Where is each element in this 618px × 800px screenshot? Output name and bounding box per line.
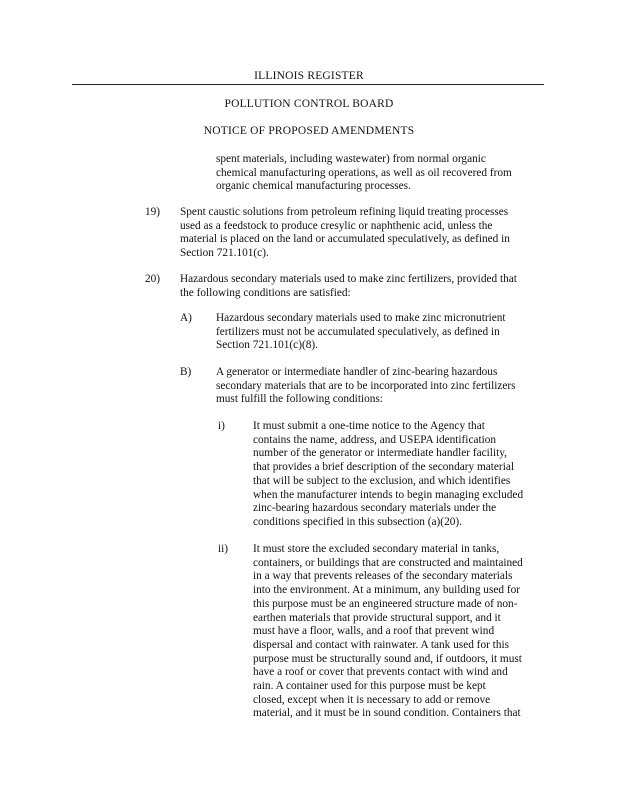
board-title: POLLUTION CONTROL BOARD (224, 98, 394, 110)
item-ii-paragraph (253, 543, 523, 721)
text-line: chemical manufacturing operations, as well as oil recovered from (216, 166, 512, 179)
item-20-number: 20) (145, 273, 161, 285)
text-line: contains the name, address, and USEPA identification (253, 433, 497, 446)
text-line: the following conditions are satisfied: (180, 286, 351, 299)
text-line: zinc-bearing hazardous secondary materials under the (253, 502, 497, 515)
text-line: purpose must be structurally sound and, if outdoors, it must (253, 652, 522, 665)
text-line: that will be subject to the exclusion, and which identifies (253, 474, 511, 487)
item-ii-number: ii) (218, 543, 229, 555)
text-line: spent materials, including wastewater) from normal organic (216, 153, 486, 165)
text-line: dispersal and contact with rainwater. A tank used for this (253, 638, 509, 651)
text-line: must fulfill the following conditions: (216, 393, 383, 406)
item-19-number: 19) (145, 206, 161, 218)
text-line: closed, except when it is necessary to add or remove (253, 693, 491, 706)
item-20-paragraph (180, 273, 517, 300)
text-line: in a way that prevents releases of the secondary materials (253, 570, 513, 583)
text-line: Spent caustic solutions from petroleum refining liquid treating processes (180, 206, 509, 218)
text-line: when the manufacturer intends to begin managing excluded (253, 488, 524, 501)
text-line: fertilizers must not be accumulated speculatively, as defined in (216, 325, 500, 338)
item-B-number: B) (180, 366, 192, 378)
text-line: conditions specified in this subsection (a)(20). (253, 515, 462, 528)
text-line: this purpose must be an engineered structure made of non- (253, 597, 518, 610)
item-i-number: i) (218, 420, 225, 432)
text-line: It must submit a one-time notice to the Agency that (253, 420, 485, 432)
register-title: ILLINOIS REGISTER (254, 70, 364, 82)
text-line: rain. A container used for this purpose must be kept (253, 680, 486, 693)
continuation-paragraph (216, 153, 512, 194)
text-line: Section 721.101(c)(8). (216, 339, 318, 352)
text-line: material, and it must be in sound condition. Containers that (253, 707, 521, 720)
text-line: must have a floor, walls, and a roof that prevent wind (253, 625, 495, 638)
item-B-paragraph (216, 366, 516, 407)
text-line: number of the generator or intermediate handler facility, (253, 447, 507, 460)
item-A-number: A) (180, 312, 192, 324)
text-line: Hazardous secondary materials used to make zinc fertilizers, provided that (180, 273, 517, 285)
text-line: earthen materials that provide structural support, and it (253, 611, 501, 624)
text-line: Hazardous secondary materials used to make zinc micronutrient (216, 312, 506, 324)
text-line: It must store the excluded secondary material in tanks, (253, 543, 500, 555)
text-line: that provides a brief description of the secondary material (253, 461, 514, 474)
text-line: used as a feedstock to produce cresylic or naphthenic acid, unless the (180, 219, 493, 232)
text-line: Section 721.101(c). (180, 247, 269, 260)
text-line: into the environment. At a minimum, any building used for (253, 584, 521, 597)
item-19-paragraph (180, 206, 510, 261)
item-A-paragraph (216, 312, 506, 353)
notice-title: NOTICE OF PROPOSED AMENDMENTS (203, 125, 415, 137)
text-line: organic chemical manufacturing processes. (216, 180, 411, 193)
item-i-paragraph (253, 420, 523, 530)
text-line: material is placed on the land or accumulated speculatively, as defined in (180, 233, 510, 246)
header-rule (72, 84, 544, 85)
text-line: A generator or intermediate handler of zinc-bearing hazardous (216, 366, 498, 378)
text-line: secondary materials that are to be incorporated into zinc fertilizers (216, 379, 516, 392)
text-line: have a roof or cover that prevents contact with wind and (253, 666, 508, 679)
text-line: containers, or buildings that are constructed and maintained (253, 556, 523, 569)
